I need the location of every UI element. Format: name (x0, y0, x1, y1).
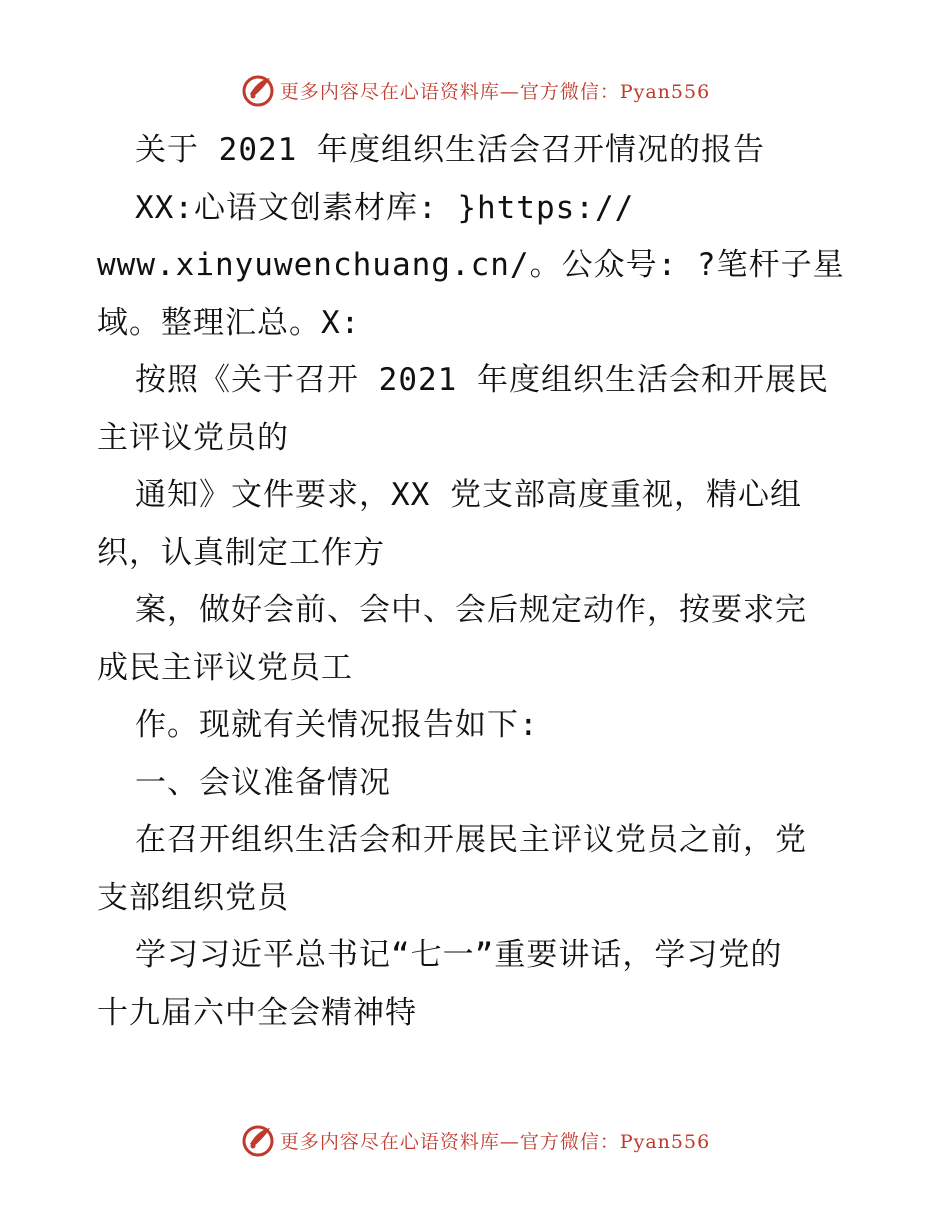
banner-text: 更多内容尽在心语资料库—官方微信：Pyan556 (279, 1130, 711, 1153)
text-line: XX:心语文创素材库: }https:// (135, 189, 635, 226)
brand-logo-icon (240, 1122, 276, 1158)
text-line: 域。整理汇总。X: (97, 304, 361, 341)
header-banner (0, 70, 950, 110)
text-line: 成民主评议党员工 (97, 649, 353, 686)
text-line: 通知》文件要求，XX 党支部高度重视，精心组 (135, 477, 802, 513)
text-line: www.xinyuwenchuang.cn/。公众号: ?笔杆子星 (97, 247, 845, 283)
text-line: 在召开组织生活会和开展民主评议党员之前，党 (135, 822, 807, 858)
text-line: 案，做好会前、会中、会后规定动作，按要求完 (135, 592, 807, 628)
text-line: 学习习近平总书记“七一”重要讲话，学习党的 (135, 937, 783, 973)
section-heading: 一、会议准备情况 (135, 764, 391, 801)
text-line: 十九届六中全会精神特 (97, 994, 417, 1031)
banner-text: 更多内容尽在心语资料库—官方微信：Pyan556 (279, 80, 711, 103)
document-body (97, 122, 857, 1042)
text-line: 支部组织党员 (97, 879, 289, 916)
text-line: 织，认真制定工作方 (97, 534, 385, 571)
brand-logo-icon (240, 72, 276, 108)
footer-banner (0, 1120, 950, 1160)
document-title: 关于 2021 年度组织生活会召开情况的报告 (135, 132, 765, 168)
text-line: 主评议党员的 (97, 419, 289, 456)
text-line: 按照《关于召开 2021 年度组织生活会和开展民 (135, 362, 829, 398)
text-line: 作。现就有关情况报告如下: (135, 707, 539, 743)
